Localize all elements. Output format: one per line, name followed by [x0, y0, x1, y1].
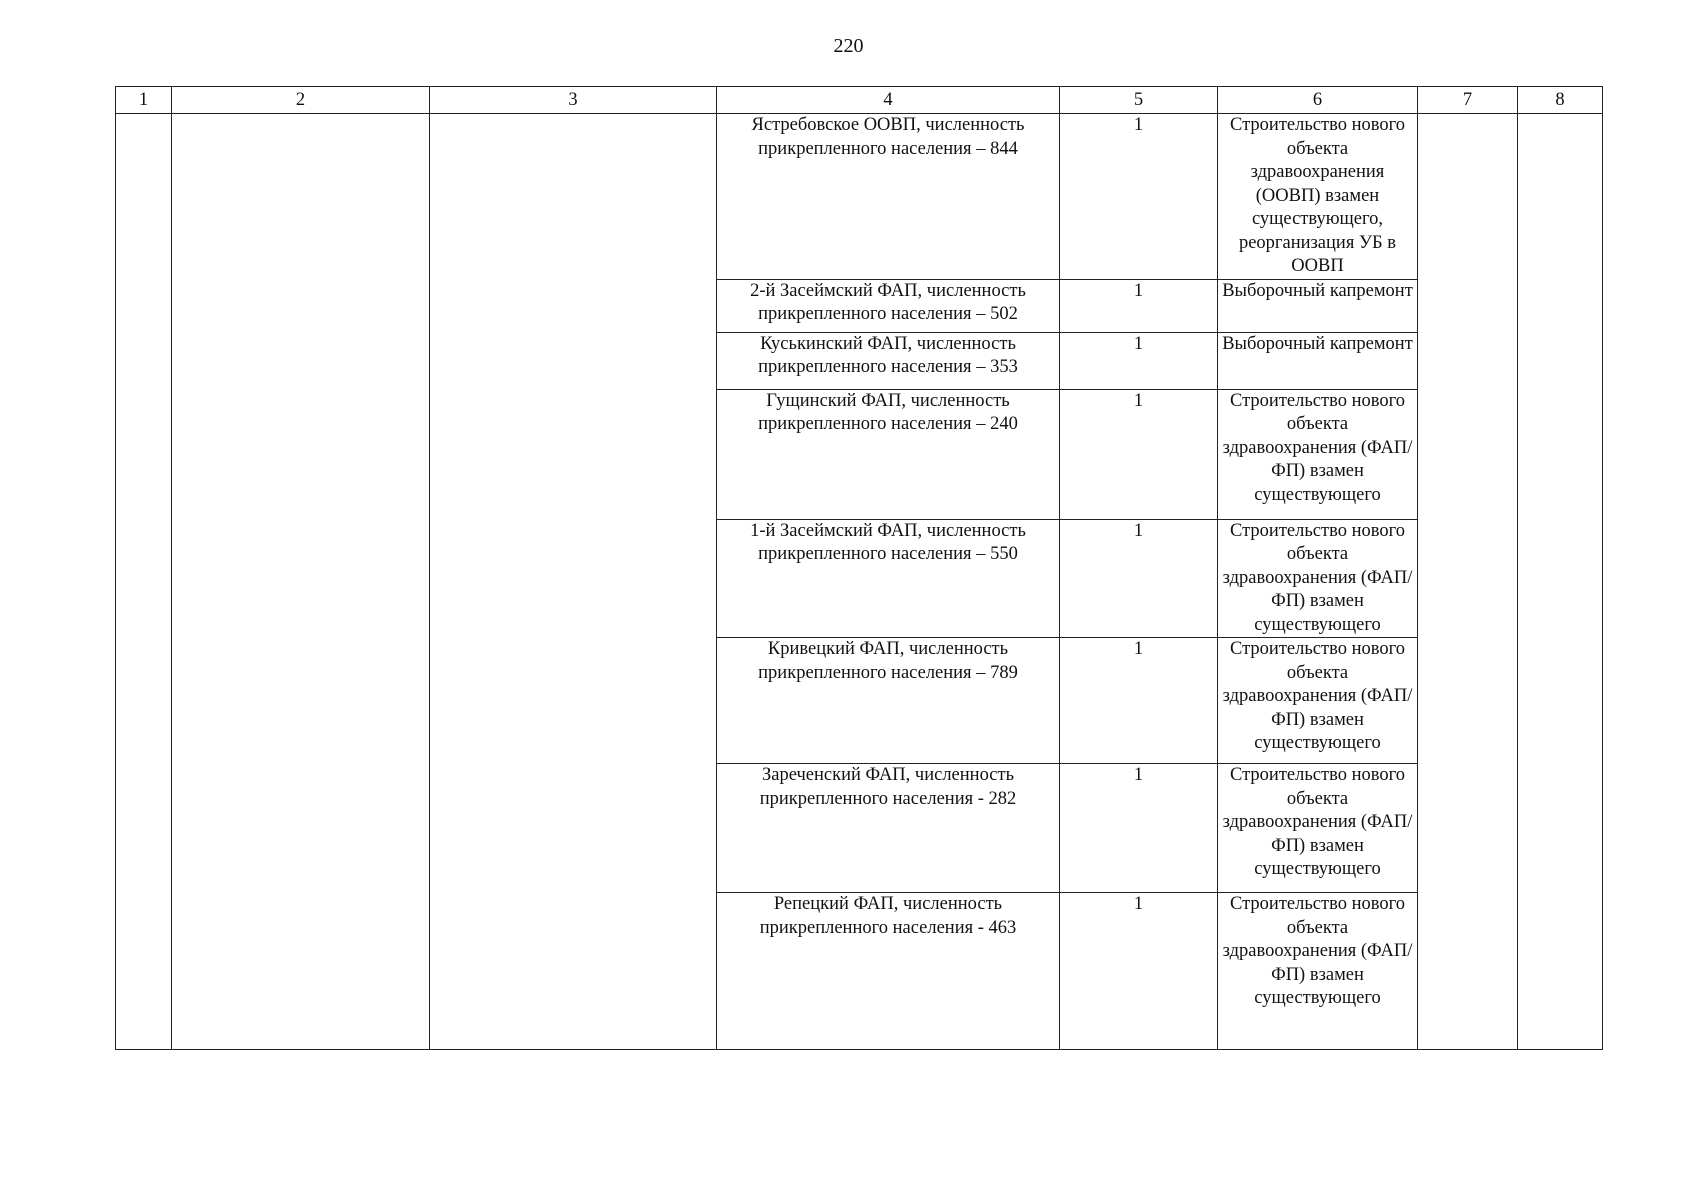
facility-name-cell: Репецкий ФАП, численность прикрепленного населения - 463 — [717, 893, 1060, 1050]
work-type-cell: Строительство нового объекта здравоохранения (ФАП/ФП) взамен существующего — [1218, 519, 1418, 638]
column-header-8: 8 — [1518, 87, 1603, 114]
quantity-cell: 1 — [1060, 519, 1218, 638]
column-header-6: 6 — [1218, 87, 1418, 114]
work-type-cell: Строительство нового объекта здравоохранения (ФАП/ФП) взамен существующего — [1218, 638, 1418, 764]
facility-name-cell: Зареченский ФАП, численность прикрепленного населения - 282 — [717, 764, 1060, 893]
work-type-cell: Строительство нового объекта здравоохранения (ФАП/ФП) взамен существующего — [1218, 893, 1418, 1050]
column-header-5: 5 — [1060, 87, 1218, 114]
merged-cell-col8 — [1518, 114, 1603, 1050]
merged-cell-col2 — [172, 114, 430, 1050]
quantity-cell: 1 — [1060, 893, 1218, 1050]
merged-cell-col3 — [430, 114, 717, 1050]
column-header-1: 1 — [116, 87, 172, 114]
quantity-cell: 1 — [1060, 389, 1218, 519]
merged-cell-col1 — [116, 114, 172, 1050]
table-header-row — [116, 87, 1603, 114]
quantity-cell: 1 — [1060, 279, 1218, 332]
facility-name-cell: 2-й Засеймский ФАП, численность прикрепленного населения – 502 — [717, 279, 1060, 332]
facility-name-cell: Кривецкий ФАП, численность прикрепленного населения – 789 — [717, 638, 1060, 764]
work-type-cell: Выборочный капремонт — [1218, 332, 1418, 389]
work-type-cell: Строительство нового объекта здравоохранения (ФАП/ФП) взамен существующего — [1218, 764, 1418, 893]
merged-cell-col7 — [1418, 114, 1518, 1050]
facility-name-cell: Гущинский ФАП, численность прикрепленного населения – 240 — [717, 389, 1060, 519]
quantity-cell: 1 — [1060, 764, 1218, 893]
column-header-4: 4 — [717, 87, 1060, 114]
work-type-cell: Строительство нового объекта здравоохранения (ООВП) взамен существующего, реорганизация УБ в ООВП — [1218, 114, 1418, 280]
quantity-cell: 1 — [1060, 638, 1218, 764]
column-header-2: 2 — [172, 87, 430, 114]
document-table — [115, 86, 1603, 1050]
table-row — [116, 114, 1603, 280]
work-type-cell: Выборочный капремонт — [1218, 279, 1418, 332]
column-header-3: 3 — [430, 87, 717, 114]
work-type-cell: Строительство нового объекта здравоохранения (ФАП/ФП) взамен существующего — [1218, 389, 1418, 519]
facility-name-cell: Ястребовское ООВП, численность прикрепленного населения – 844 — [717, 114, 1060, 280]
facility-name-cell: Куськинский ФАП, численность прикрепленного населения – 353 — [717, 332, 1060, 389]
column-header-7: 7 — [1418, 87, 1518, 114]
page-number: 220 — [833, 35, 864, 57]
quantity-cell: 1 — [1060, 114, 1218, 280]
quantity-cell: 1 — [1060, 332, 1218, 389]
facility-name-cell: 1-й Засеймский ФАП, численность прикрепленного населения – 550 — [717, 519, 1060, 638]
